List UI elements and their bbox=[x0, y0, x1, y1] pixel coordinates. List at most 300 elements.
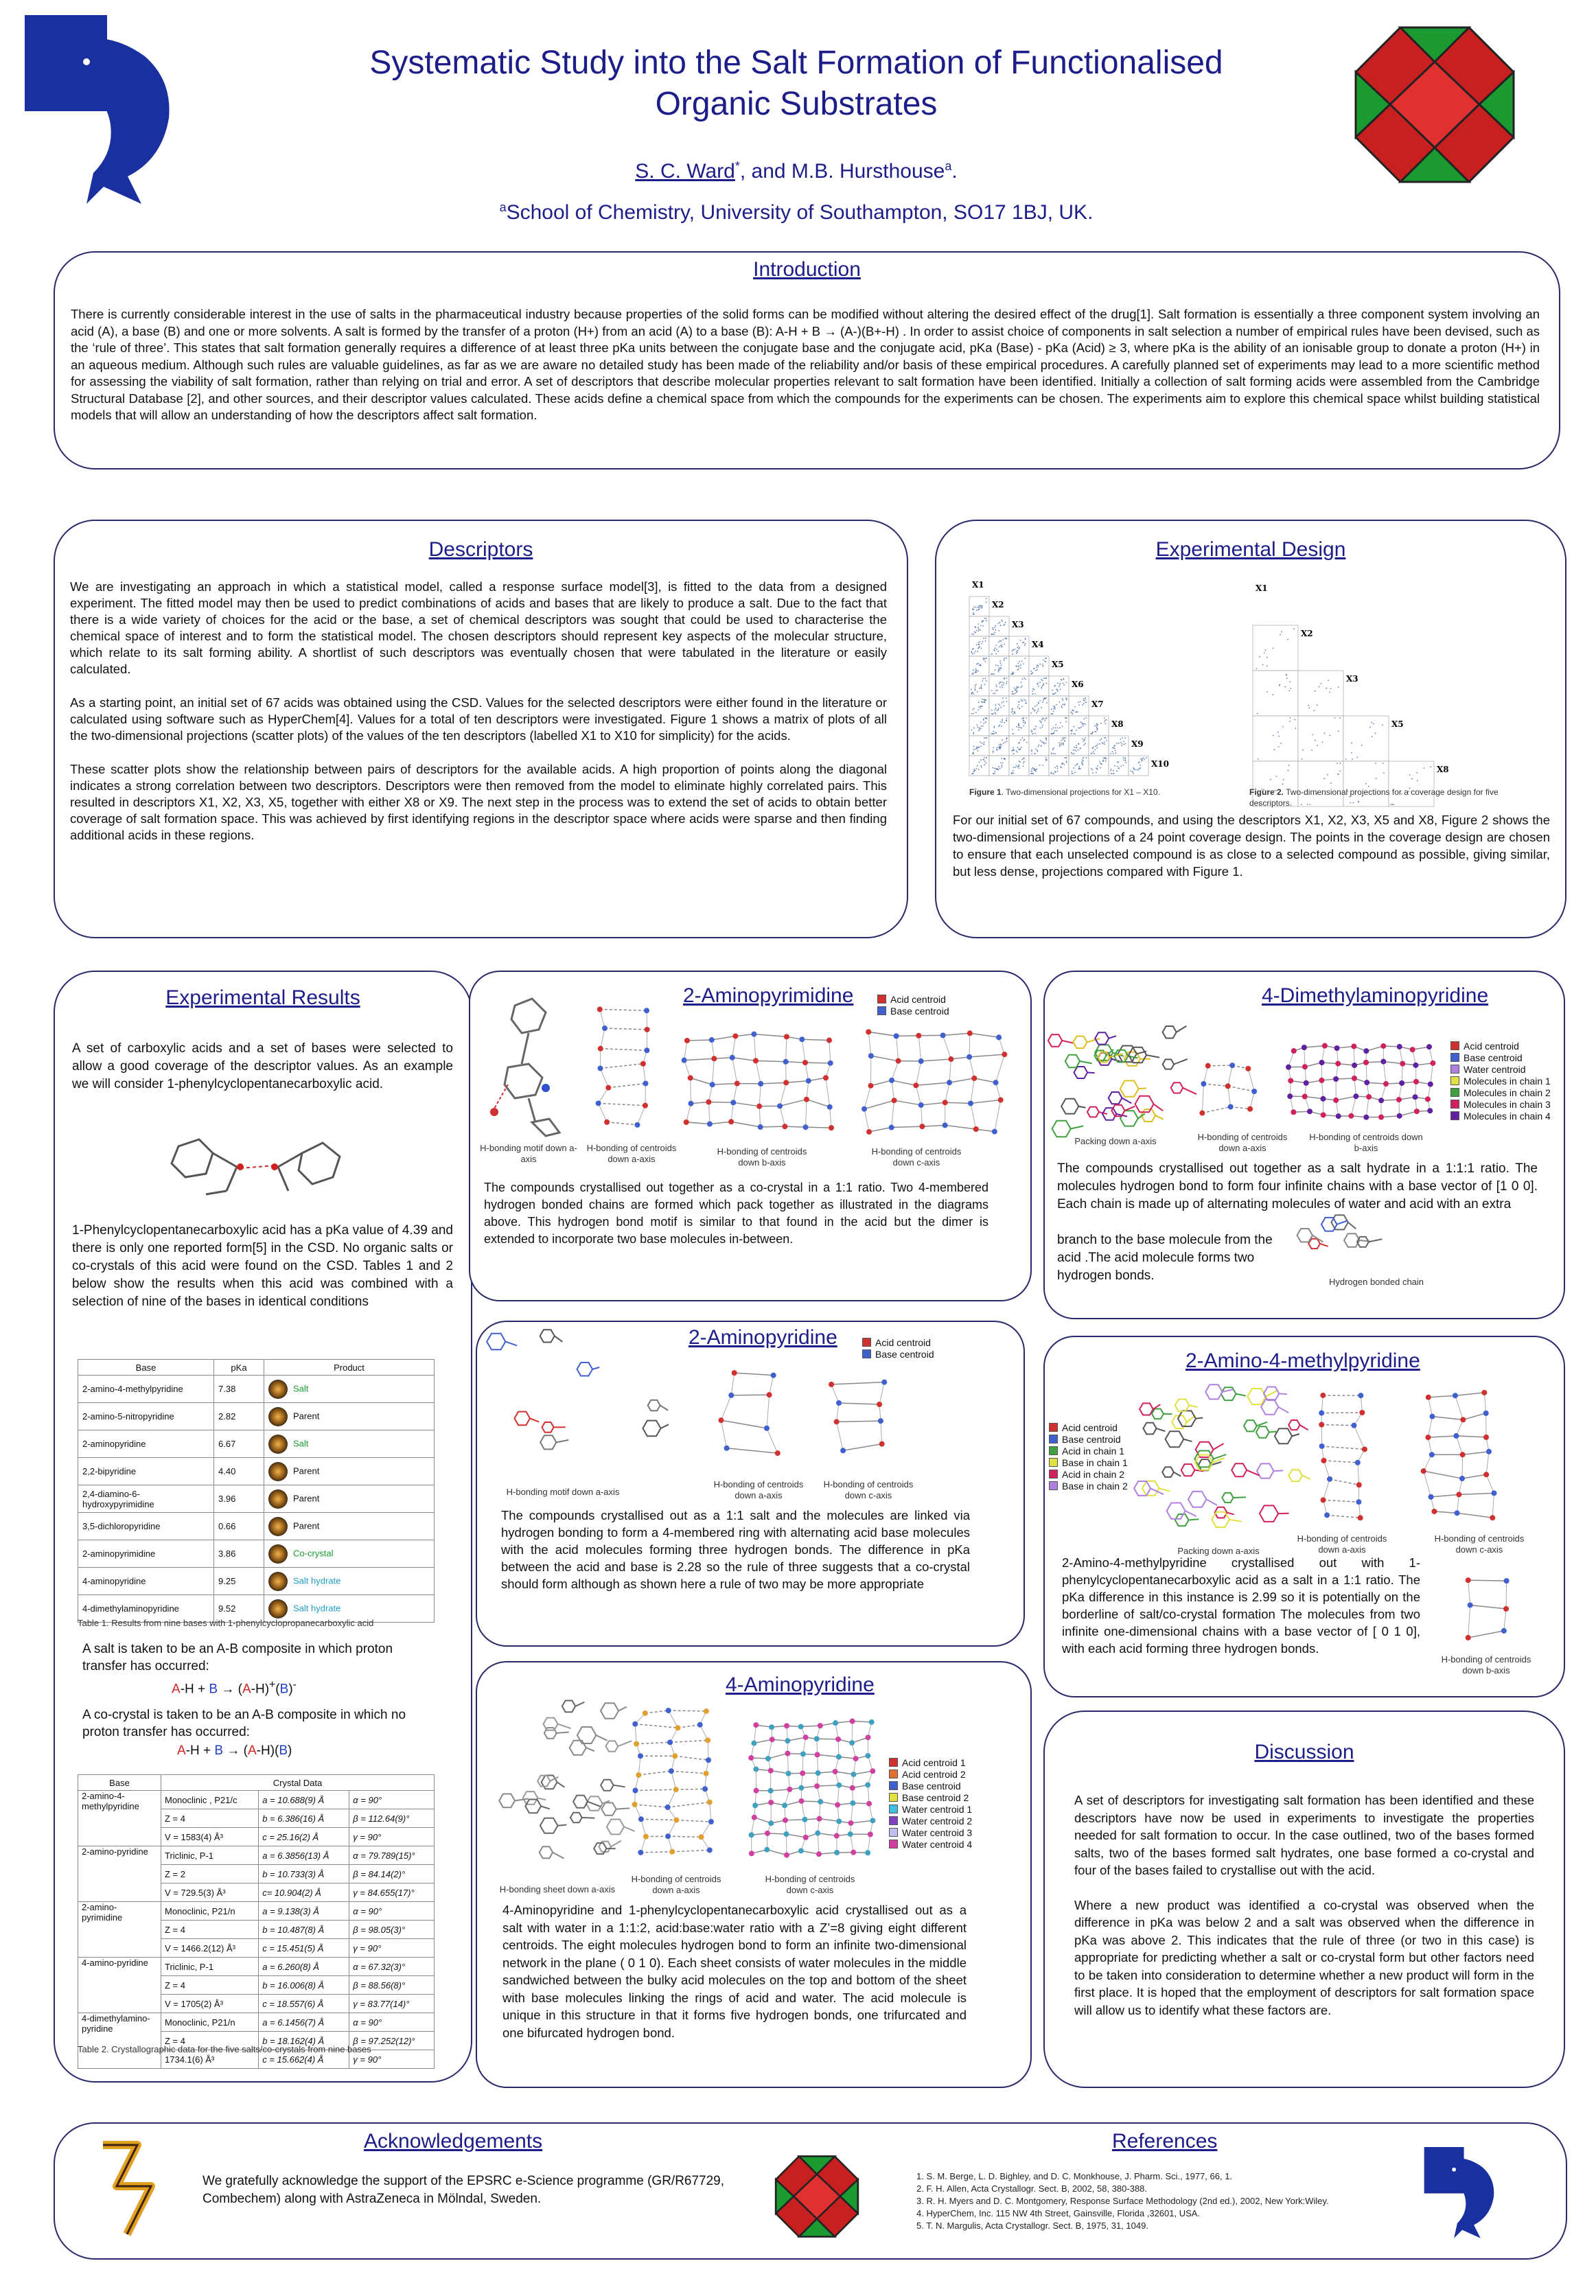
matrix-point bbox=[1003, 705, 1004, 706]
matrix-point bbox=[1054, 707, 1056, 708]
crystal-photo-icon bbox=[268, 1599, 288, 1619]
matrix-point bbox=[1034, 733, 1036, 734]
centroid-point bbox=[783, 1059, 789, 1065]
matrix-point bbox=[1016, 750, 1017, 752]
legend-label: Water centroid 4 bbox=[902, 1839, 973, 1850]
matrix-point bbox=[1057, 771, 1059, 772]
matrix-point bbox=[979, 644, 980, 645]
matrix-point bbox=[1083, 725, 1084, 726]
matrix-point bbox=[1096, 731, 1097, 732]
matrix-cell bbox=[969, 736, 989, 756]
centroid-point bbox=[643, 1103, 648, 1109]
discussion-p2: Where a new product was identified a co-crystal was observed when the difference in pKa was below 2 and a salt was observed when the difference in pKa was above 2. This indicates that the rule of three (or two in this case) is appropriate for predicting whether a salt or co-crystal form but other factors need to be taken into consideration to determine whether a new product will form in the first place. It is hoped that the employment of descriptors for salt formation space will allow us to identify what these factors are. bbox=[1074, 1897, 1534, 2017]
matrix-point bbox=[1116, 770, 1118, 772]
matrix-point bbox=[1273, 749, 1275, 750]
matrix-point bbox=[1012, 653, 1013, 655]
discussion-text bbox=[1074, 1791, 1534, 2036]
matrix-point bbox=[1031, 750, 1032, 751]
matrix-point bbox=[1046, 702, 1048, 704]
matrix-point bbox=[1120, 765, 1122, 767]
table-2-cell: Monoclinic , P21/c bbox=[161, 1791, 259, 1809]
matrix-point bbox=[1004, 722, 1006, 723]
aminopyridine4-legend bbox=[889, 1757, 972, 1851]
matrix-point bbox=[1111, 773, 1112, 774]
matrix-point bbox=[1013, 753, 1014, 754]
matrix-point bbox=[996, 649, 997, 650]
table-2-cell: Monoclinic, P21/n bbox=[161, 2013, 259, 2032]
legend-label: Base centroid bbox=[890, 1006, 949, 1017]
hbond-line bbox=[1429, 1398, 1433, 1417]
hbond-line bbox=[1506, 1581, 1507, 1609]
matrix-point bbox=[992, 634, 993, 635]
matrix-point bbox=[982, 641, 984, 642]
molecule-ring bbox=[540, 1846, 553, 1858]
matrix-point bbox=[1066, 757, 1067, 758]
matrix-cell bbox=[1029, 756, 1049, 776]
matrix-point bbox=[1000, 662, 1002, 664]
matrix-point bbox=[1329, 735, 1330, 737]
matrix-point bbox=[1006, 737, 1008, 739]
matrix-point bbox=[1032, 773, 1034, 774]
matrix-point bbox=[975, 672, 976, 673]
legend-swatch bbox=[1450, 1088, 1459, 1097]
table-1-row bbox=[78, 1513, 435, 1540]
matrix-point bbox=[971, 693, 972, 695]
molecule-bond bbox=[558, 1724, 571, 1728]
matrix-point bbox=[1019, 647, 1020, 649]
matrix-point bbox=[999, 768, 1001, 769]
legend-label: Molecules in chain 3 bbox=[1464, 1099, 1551, 1110]
matrix-point bbox=[1061, 767, 1062, 768]
matrix-point bbox=[1017, 752, 1018, 753]
matrix-point bbox=[1091, 753, 1092, 754]
hbond-line bbox=[1429, 1395, 1455, 1397]
legend-swatch bbox=[1450, 1100, 1459, 1109]
table-2-cell: Z = 4 bbox=[161, 1921, 259, 1939]
hbond-line bbox=[599, 1103, 645, 1105]
table-2-cell: c = 18.557(6) Å bbox=[259, 1995, 349, 2013]
matrix-point bbox=[1013, 767, 1015, 768]
hbond-line bbox=[645, 1083, 646, 1105]
hbond-line bbox=[637, 1106, 645, 1125]
hbond-line bbox=[687, 1040, 712, 1041]
centroid-point bbox=[940, 1032, 946, 1038]
centroid-point bbox=[818, 1723, 823, 1728]
matrix-cell bbox=[1009, 636, 1029, 656]
matrix-point bbox=[976, 670, 978, 671]
centroid-point bbox=[834, 1833, 840, 1839]
matrix-point bbox=[982, 621, 983, 622]
matrix-point bbox=[1050, 713, 1052, 715]
centroid-point bbox=[758, 1081, 763, 1087]
matrix-point bbox=[978, 747, 980, 748]
molecule-ring bbox=[1109, 1092, 1122, 1104]
hbond-line bbox=[971, 1103, 976, 1129]
centroid-point bbox=[1225, 1083, 1231, 1089]
matrix-point bbox=[1279, 684, 1280, 686]
hbond-line bbox=[1431, 1063, 1433, 1085]
centroid-point bbox=[770, 1737, 775, 1742]
matrix-point bbox=[1016, 726, 1017, 728]
matrix-point bbox=[1018, 727, 1019, 728]
legend-label: Acid in chain 2 bbox=[1062, 1469, 1125, 1480]
hbond-line bbox=[1231, 1106, 1250, 1109]
matrix-point bbox=[1021, 686, 1023, 687]
matrix-cell bbox=[969, 756, 989, 776]
molecule-bond bbox=[1227, 1513, 1234, 1515]
matrix-cell bbox=[1009, 736, 1029, 756]
matrix-point bbox=[1024, 638, 1026, 639]
hbond-line bbox=[635, 1724, 636, 1744]
matrix-point bbox=[1288, 770, 1289, 772]
hbond-line bbox=[1424, 1471, 1462, 1479]
matrix-point bbox=[1064, 757, 1065, 758]
centroid-point bbox=[1483, 1472, 1489, 1477]
matrix-point bbox=[1281, 631, 1282, 633]
centroid-point bbox=[802, 1817, 807, 1822]
centroid-point bbox=[848, 1831, 853, 1837]
matrix-point bbox=[1033, 668, 1034, 669]
centroid-point bbox=[669, 1768, 674, 1774]
centroid-point bbox=[1351, 1423, 1356, 1428]
centroid-point bbox=[684, 1038, 690, 1043]
matrix-point bbox=[1020, 664, 1021, 666]
hbond-line bbox=[1383, 1062, 1386, 1084]
descriptors-text bbox=[70, 579, 887, 861]
aminopyridine-caption-3: H-bonding of centroids down c-axis bbox=[823, 1479, 914, 1500]
crystal-photo-icon bbox=[268, 1462, 288, 1481]
hbond-line bbox=[732, 1058, 737, 1084]
matrix-point bbox=[1041, 707, 1042, 708]
matrix-point bbox=[1004, 741, 1006, 743]
amino4methyl-title: 2-Amino-4-methylpyridine bbox=[1186, 1349, 1420, 1372]
matrix-point bbox=[1034, 769, 1035, 771]
centroid-point bbox=[682, 1058, 687, 1063]
hbond-line bbox=[721, 1395, 731, 1420]
matrix-point bbox=[973, 609, 975, 610]
matrix-point bbox=[1118, 743, 1120, 744]
centroid-point bbox=[849, 1740, 855, 1746]
hbond-line bbox=[871, 1056, 899, 1060]
matrix-point bbox=[981, 726, 982, 727]
matrix-point bbox=[972, 709, 973, 710]
centroid-point bbox=[948, 1056, 953, 1062]
matrix-point bbox=[1123, 744, 1124, 745]
matrix-point bbox=[1051, 729, 1052, 730]
centroid-point bbox=[749, 1851, 754, 1856]
centroid-point bbox=[1380, 1043, 1386, 1049]
centroid-point bbox=[1335, 1061, 1341, 1067]
centroid-point bbox=[1201, 1081, 1206, 1087]
matrix-point bbox=[1006, 739, 1007, 740]
matrix-point bbox=[1102, 761, 1104, 762]
centroid-point bbox=[829, 1125, 834, 1130]
aminopyrimidine-caption-3: H-bonding of centroids down b-axis bbox=[717, 1146, 807, 1168]
matrix-point bbox=[1023, 664, 1024, 665]
hbond-line bbox=[756, 1060, 786, 1061]
hbond-line bbox=[713, 1058, 715, 1085]
matrix-point bbox=[1017, 747, 1019, 748]
centroid-point bbox=[730, 1100, 736, 1105]
matrix-point bbox=[1025, 658, 1026, 659]
acid-dimer-structure bbox=[158, 1126, 357, 1208]
matrix-point bbox=[1065, 737, 1066, 739]
dmap-hbond-chain-image bbox=[1297, 1222, 1435, 1273]
matrix-point bbox=[1140, 758, 1142, 760]
matrix-point bbox=[1061, 744, 1062, 745]
centroid-point bbox=[1456, 1492, 1461, 1497]
aminopyridine4-title: 4-Aminopyridine bbox=[726, 1673, 875, 1696]
matrix-point bbox=[1042, 717, 1043, 719]
centroid-point bbox=[765, 1831, 770, 1836]
matrix-point bbox=[1014, 649, 1015, 650]
matrix-point bbox=[1365, 783, 1367, 785]
centroid-point bbox=[968, 1100, 973, 1106]
centroid-point bbox=[889, 1078, 894, 1083]
matrix-point bbox=[1061, 740, 1062, 741]
hbond-line bbox=[802, 1039, 829, 1040]
hbond-line bbox=[1428, 1417, 1432, 1437]
centroid-point bbox=[1426, 1044, 1432, 1050]
legend-entry bbox=[889, 1839, 972, 1851]
legend-label: Acid centroid bbox=[1062, 1422, 1118, 1433]
legend-swatch bbox=[862, 1338, 871, 1347]
matrix-point bbox=[1123, 759, 1124, 761]
molecule-ring bbox=[1221, 1387, 1236, 1400]
centroid-point bbox=[803, 1835, 809, 1840]
matrix-point bbox=[973, 693, 974, 695]
hbond-line bbox=[676, 1820, 711, 1822]
hbond-line bbox=[897, 1036, 899, 1060]
molecule-bond bbox=[1087, 1072, 1094, 1073]
matrix-point bbox=[1100, 723, 1102, 724]
matrix-axis-label: X3 bbox=[1346, 674, 1358, 684]
matrix-point bbox=[999, 646, 1000, 647]
matrix-point bbox=[1045, 661, 1047, 662]
matrix-axis-label: X2 bbox=[1301, 629, 1313, 638]
centroid-point bbox=[1397, 1044, 1402, 1050]
centroid-point bbox=[865, 1850, 870, 1855]
hbond-line bbox=[636, 1742, 670, 1743]
molecule-ring bbox=[607, 1820, 624, 1835]
matrix-point bbox=[998, 669, 999, 671]
matrix-point bbox=[981, 684, 982, 686]
matrix-axis-label: X9 bbox=[1131, 739, 1144, 749]
hbond-line bbox=[892, 1100, 894, 1127]
legend-label: Molecules in chain 1 bbox=[1464, 1076, 1551, 1087]
hbond-line bbox=[1463, 1413, 1485, 1419]
matrix-point bbox=[1138, 762, 1140, 763]
centroid-point bbox=[996, 1034, 1002, 1040]
matrix-point bbox=[1019, 701, 1020, 703]
table-1-row bbox=[78, 1485, 435, 1513]
molecule-ring bbox=[1178, 1411, 1196, 1426]
table-2-cell: b = 10.733(3) Å bbox=[259, 1865, 349, 1883]
hbond-line bbox=[786, 1834, 805, 1837]
matrix-point bbox=[1021, 699, 1022, 700]
matrix-point bbox=[994, 627, 995, 628]
matrix-point bbox=[1053, 732, 1054, 734]
matrix-point bbox=[1063, 764, 1065, 765]
molecule-ring bbox=[1152, 1409, 1164, 1419]
hbond-line bbox=[600, 1068, 608, 1087]
centroid-point bbox=[1399, 1080, 1404, 1086]
molecule-ring bbox=[1163, 1059, 1175, 1069]
legend-swatch bbox=[1450, 1041, 1459, 1050]
table-1-product bbox=[264, 1458, 435, 1485]
hbond-line bbox=[1456, 1436, 1486, 1437]
matrix-point bbox=[1125, 760, 1126, 761]
table-2-row bbox=[78, 1902, 435, 1921]
reference-item: 3. R. H. Myers and D. C. Montgomery, Response Surface Methodology (2nd ed.), 2002, New York:Wiley. bbox=[916, 2196, 1329, 2206]
molecule-bond bbox=[1196, 1418, 1203, 1419]
matrix-point bbox=[971, 713, 973, 715]
matrix-point bbox=[1085, 701, 1087, 703]
molecule-bond bbox=[1229, 1520, 1242, 1522]
matrix-point bbox=[1016, 688, 1017, 689]
centroid-point bbox=[799, 1036, 805, 1042]
matrix-point bbox=[1103, 759, 1105, 761]
matrix-point bbox=[1143, 757, 1144, 758]
centroid-point bbox=[764, 1426, 770, 1431]
centroid-point bbox=[1413, 1094, 1418, 1100]
molecule-bond bbox=[1236, 1394, 1246, 1396]
matrix-point bbox=[984, 678, 986, 680]
hbond-line bbox=[1492, 1493, 1494, 1518]
matrix-point bbox=[1065, 682, 1067, 683]
table-2-base: 4-dimethylamino-pyridine bbox=[78, 2013, 161, 2069]
matrix-point bbox=[1026, 742, 1028, 743]
molecule-ring bbox=[1074, 1067, 1088, 1078]
centroid-point bbox=[798, 1848, 804, 1853]
hbond-line bbox=[949, 1059, 951, 1082]
matrix-point bbox=[1017, 650, 1018, 651]
centroid-point bbox=[749, 1832, 754, 1837]
molecule-bond bbox=[1174, 1472, 1181, 1476]
legend-swatch bbox=[1049, 1423, 1058, 1432]
centroid-point bbox=[833, 1720, 838, 1726]
hbond-line bbox=[806, 1127, 831, 1128]
matrix-point bbox=[1124, 757, 1126, 758]
matrix-point bbox=[1064, 704, 1065, 706]
matrix-point bbox=[1062, 737, 1063, 739]
reference-item: 5. T. N. Margulis, Acta Crystallogr. Sect. B, 1975, 31, 1049. bbox=[916, 2220, 1148, 2231]
hbond-line bbox=[837, 1422, 844, 1450]
hbond-line bbox=[945, 1082, 949, 1102]
fig2-bold: Figure 2. bbox=[1249, 787, 1284, 797]
hbond-line bbox=[1462, 1454, 1463, 1479]
matrix-point bbox=[1091, 769, 1093, 770]
matrix-point bbox=[1021, 700, 1023, 701]
matrix-point bbox=[1018, 725, 1019, 726]
centroid-point bbox=[1205, 1063, 1211, 1069]
matrix-point bbox=[1277, 732, 1279, 733]
matrix-point bbox=[1096, 723, 1097, 725]
centroid-point bbox=[673, 1787, 679, 1792]
matrix-point bbox=[1015, 690, 1016, 691]
table-2-cell: γ = 90° bbox=[349, 1828, 435, 1846]
centroid-point bbox=[850, 1800, 855, 1806]
centroid-point bbox=[798, 1724, 804, 1730]
matrix-point bbox=[1057, 767, 1059, 769]
molecule-bond bbox=[1274, 1471, 1284, 1472]
legend-swatch bbox=[877, 1006, 886, 1015]
hbond-line bbox=[640, 1852, 672, 1853]
matrix-point bbox=[1082, 759, 1083, 761]
matrix-point bbox=[1045, 757, 1047, 758]
hbond-line bbox=[785, 1126, 805, 1127]
matrix-point bbox=[1000, 721, 1002, 723]
hbond-line bbox=[1208, 1065, 1232, 1066]
matrix-point bbox=[980, 605, 981, 606]
experimental-design-title: Experimental Design bbox=[1155, 538, 1346, 561]
legend-entry bbox=[1049, 1422, 1128, 1434]
matrix-point bbox=[995, 709, 996, 710]
matrix-point bbox=[1043, 743, 1045, 745]
centroid-point bbox=[1358, 1393, 1363, 1398]
hbond-line bbox=[1323, 1500, 1359, 1502]
hbond-line bbox=[635, 1805, 668, 1807]
matrix-point bbox=[971, 730, 973, 731]
matrix-point bbox=[1062, 699, 1063, 701]
matrix-point bbox=[1042, 765, 1043, 766]
matrix-point bbox=[1041, 679, 1042, 680]
centroid-point bbox=[1413, 1079, 1419, 1085]
hbond-line bbox=[735, 1034, 754, 1036]
hbond-line bbox=[853, 1771, 872, 1774]
matrix-point bbox=[1001, 767, 1002, 768]
legend-label: Water centroid bbox=[1464, 1064, 1526, 1075]
matrix-point bbox=[1284, 686, 1286, 688]
matrix-point bbox=[1081, 761, 1083, 763]
centroid-point bbox=[1291, 1048, 1297, 1054]
matrix-point bbox=[1417, 780, 1418, 781]
matrix-point bbox=[1053, 773, 1054, 774]
hbond-line bbox=[735, 1373, 774, 1375]
centroid-point bbox=[754, 1788, 759, 1794]
matrix-point bbox=[1017, 647, 1018, 649]
matrix-point bbox=[1057, 691, 1059, 692]
molecule-ring bbox=[1297, 1229, 1313, 1242]
matrix-point bbox=[1064, 741, 1065, 742]
matrix-point bbox=[1018, 704, 1019, 706]
legend-entry bbox=[1049, 1446, 1128, 1457]
matrix-point bbox=[1001, 620, 1002, 621]
matrix-point bbox=[1016, 666, 1017, 667]
matrix-point bbox=[978, 610, 979, 611]
table-1-product bbox=[264, 1485, 435, 1513]
centroid-point bbox=[644, 1008, 649, 1013]
hbond-line bbox=[807, 1081, 809, 1100]
legend-swatch bbox=[1450, 1065, 1459, 1074]
matrix-point bbox=[1012, 710, 1013, 712]
matrix-point bbox=[1023, 761, 1025, 763]
matrix-point bbox=[1100, 739, 1101, 741]
centroid-point bbox=[817, 1816, 822, 1822]
matrix-point bbox=[1132, 772, 1133, 773]
matrix-point bbox=[984, 701, 985, 702]
table-2-cell: α = 90° bbox=[349, 1902, 435, 1921]
legend-entry bbox=[1450, 1099, 1551, 1111]
centroid-point bbox=[850, 1785, 855, 1791]
centroid-point bbox=[800, 1751, 806, 1756]
table-1-row bbox=[78, 1568, 435, 1595]
matrix-point bbox=[1120, 741, 1122, 743]
matrix-point bbox=[1039, 664, 1041, 665]
matrix-point bbox=[1045, 760, 1047, 761]
hbond-line bbox=[671, 1771, 676, 1789]
hbond-line bbox=[771, 1789, 790, 1791]
